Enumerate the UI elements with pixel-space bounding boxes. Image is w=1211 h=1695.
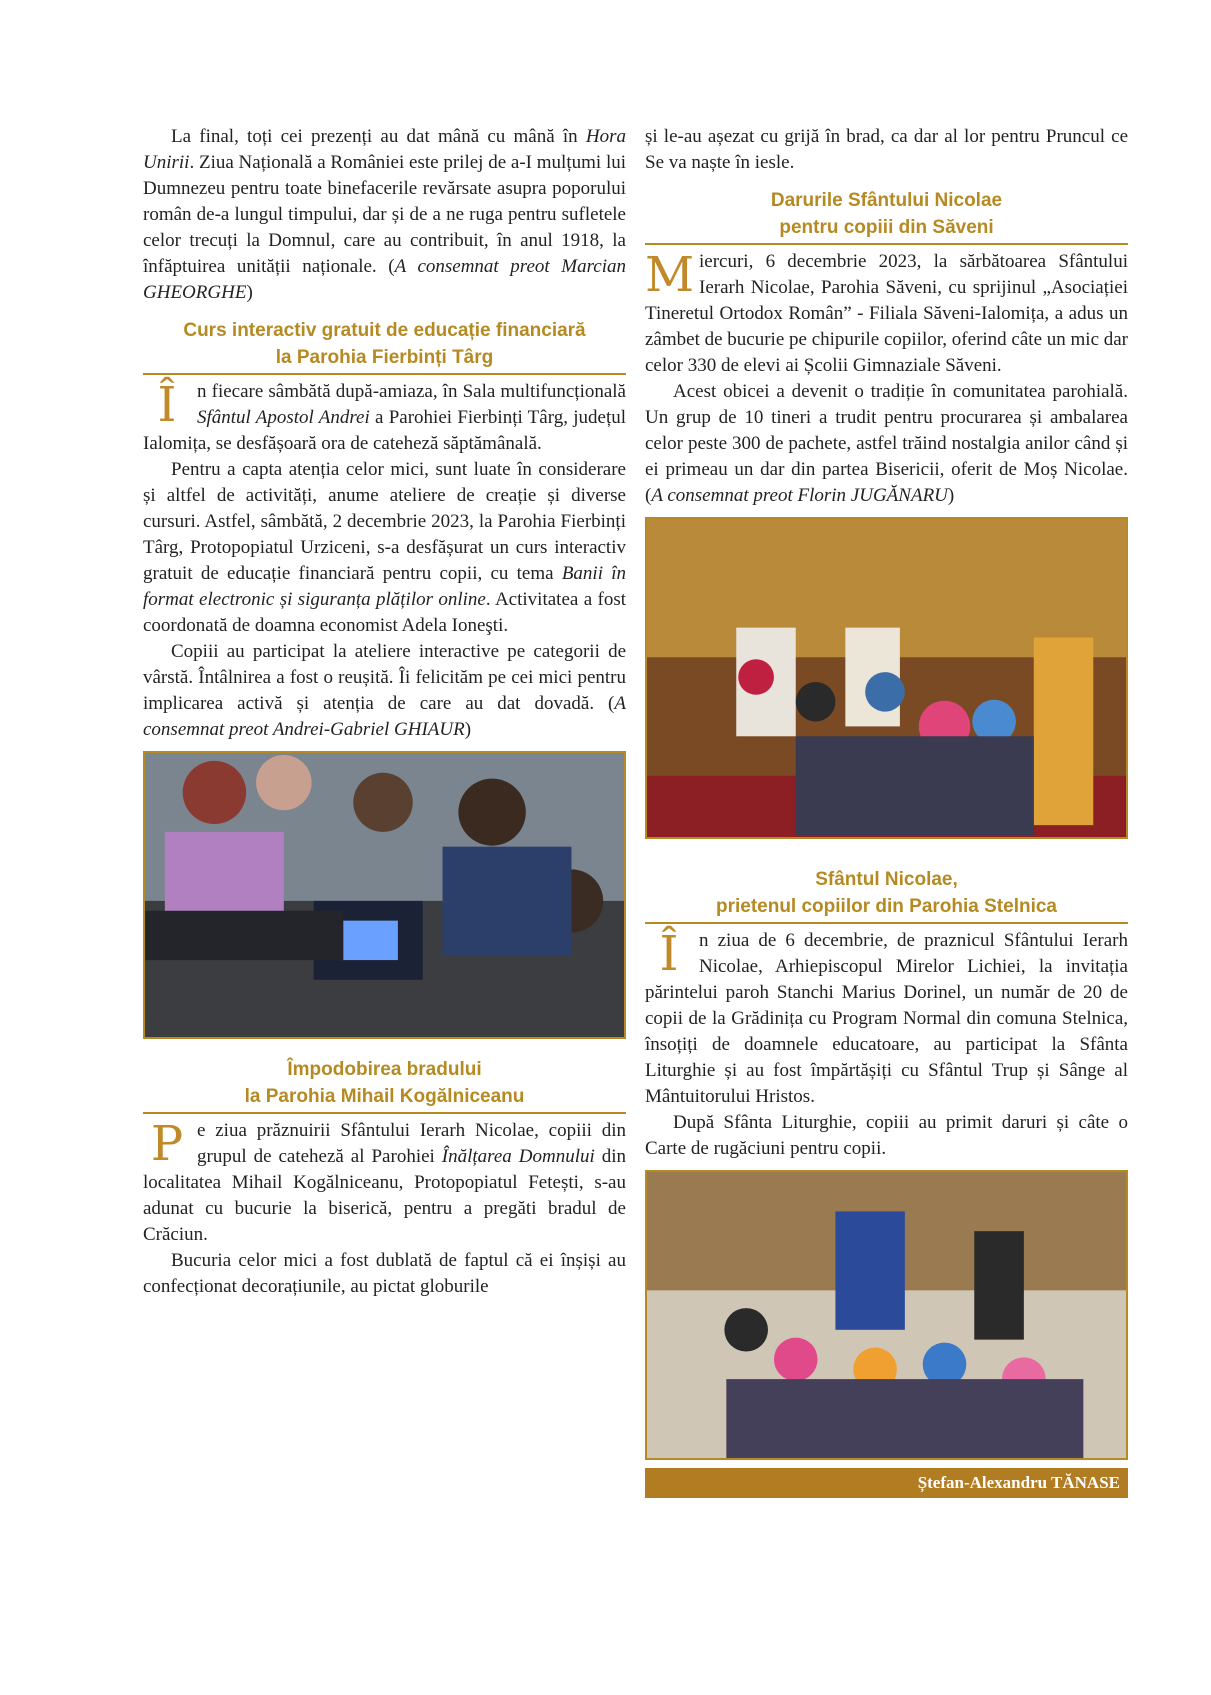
italic-run: A consemnat preot Florin JUGĂNARU xyxy=(651,485,948,506)
heading-line: Darurile Sfântului Nicolae xyxy=(770,190,1003,211)
heading-line: la Parohia Fierbinți Târg xyxy=(275,347,494,368)
heading-saveni xyxy=(645,182,1128,245)
text-run: După Sfânta Liturghie, copiii au primit daruri și câte o Carte de rugăciuni pentru copii. xyxy=(645,1112,1128,1159)
heading-line: Împodobirea bradului xyxy=(287,1059,482,1080)
heading-line: pentru copiii din Săveni xyxy=(779,217,994,238)
heading-line: Sfântul Nicolae, xyxy=(815,869,958,890)
italic-run: Hora Unirii xyxy=(143,126,626,173)
text-run: Bucuria celor mici a fost dublată de faptul că ei înșiși au confecționat decorațiunile, au pictat globurile xyxy=(143,1250,626,1297)
text-run: n fiecare sâmbătă după-amiaza, în Sala multifuncțională xyxy=(197,381,626,402)
section1-paragraph-2 xyxy=(143,457,626,639)
author-credit-bar: Ștefan-Alexandru TĂNASE xyxy=(645,1468,1128,1498)
section1-paragraph-3 xyxy=(143,639,626,743)
text-run: . Ziua Națională a României este prilej de a-I mulțumi lui Dumnezeu pentru toate binefacerile revărsate asupra poporului român de-a lungul timpului, dar și de a ne ruga pentru sufletele celor trecuți la Domnul, care au contribuit, în anul 1918, la înfăptuirea unității naționale. ( xyxy=(143,152,626,277)
text-run: și le-au așezat cu grijă în brad, ca dar al lor pentru Pruncul ce Se va naște în iesle. xyxy=(645,126,1128,173)
dropcap: M xyxy=(645,247,695,303)
section4-paragraph-1 xyxy=(645,928,1128,1110)
text-run: din localitatea Mihail Kogălniceanu, Protopopiatul Fetești, s-au adunat cu bucurie la biserică, pentru a pregăti bradul de Crăciun. xyxy=(143,1146,627,1245)
section1-paragraph-1 xyxy=(143,379,626,457)
text-run: iercuri, 6 decembrie 2023, la sărbătoarea Sfântului Ierarh Nicolae, Parohia Săveni, cu sprijinul „Asociației Tineretul Ortodox Român” - Filiala Săveni-Ialomița, a adus un zâmbet de bucurie pe chipurile copiilor, oferind câte un mic dar celor 330 de elevi ai Școlii Gimnaziale Săveni. xyxy=(645,251,1129,376)
text-run: ) xyxy=(464,719,472,740)
continuation-paragraph xyxy=(645,124,1128,176)
text-run: Acest obicei a devenit o tradiție în comunitatea parohială. Un grup de 10 tineri a trudit pentru procurarea și ambalarea celor peste 300 de pachete, astfel trăind nostalgia anilor când și ei primeau un dar din partea Bisericii, oferit de Moș Nicolae. ( xyxy=(645,381,1128,506)
text-run: n ziua de 6 decembrie, de praznicul Sfântului Ierarh Nicolae, Arhiepiscopul Mirelor Lichiei, la invitația părintelui paroh Stanchi Marius Dorinel, un număr de 20 de copii de la Grădinița cu Program Normal din comuna Stelnica, însoțiți de doamnele educatoare, au participat la Sfânta Liturghie și au fost împărtășiți cu Sfântul Trup și Sânge al Mântuitorului Hristos. xyxy=(645,930,1128,1107)
text-run: e ziua prăznuirii Sfântului Ierarh Nicolae, copiii din grupul de cateheză al Parohiei xyxy=(197,1120,626,1167)
heading-financial-course xyxy=(143,312,626,375)
left-column xyxy=(143,124,626,1300)
text-run: ) xyxy=(947,485,955,506)
text-run: a Parohiei Fierbinți Târg, județul Ialomița, se desfășoară ora de cateheză săptămânală. xyxy=(143,407,626,454)
section2-paragraph-2 xyxy=(143,1248,626,1300)
dropcap: Î xyxy=(659,926,679,982)
photo-financial-course xyxy=(143,751,626,1039)
text-run: ) xyxy=(246,282,253,303)
italic-run: Sfântul Apostol Andrei xyxy=(197,407,370,428)
italic-run: A consemnat preot Andrei-Gabriel GHIAUR xyxy=(143,693,626,740)
text-run: . Activitatea a fost coordonată de doamna economist Adela Ioneşti. xyxy=(143,589,627,636)
heading-christmas-tree xyxy=(143,1051,626,1114)
section3-paragraph-2 xyxy=(645,379,1128,509)
italic-run: A consemnat preot Marcian GHEORGHE xyxy=(143,256,626,303)
heading-line: Curs interactiv gratuit de educație financiară xyxy=(183,320,586,341)
text-run: Copiii au participat la ateliere interactive pe categorii de vârstă. Întâlnirea a fost o reușită. Îi felicităm pe cei mici pentru implicarea activă și atenția de care au dat dovadă. ( xyxy=(143,641,626,714)
text-run: Pentru a capta atenția celor mici, sunt luate în considerare și altfel de activități, anume ateliere de creație și diverse cursuri. Astfel, sâmbătă, 2 decembrie 2023, la Parohia Fierbinți Târg, Protopopiatul Urziceni, s-a desfășurat un curs interactiv gratuit de educație financiară pentru copii, cu tema xyxy=(143,459,626,584)
heading-line: prietenul copiilor din Parohia Stelnica xyxy=(715,896,1057,917)
section3-paragraph-1 xyxy=(645,249,1128,379)
dropcap: P xyxy=(150,1116,184,1172)
dropcap: Î xyxy=(157,377,177,433)
heading-stelnica xyxy=(645,861,1128,924)
italic-run: Înălțarea Domnului xyxy=(441,1146,595,1167)
right-column xyxy=(645,124,1128,1498)
section2-paragraph-1 xyxy=(143,1118,626,1248)
italic-run: Banii în format electronic și siguranța plăților online xyxy=(143,563,626,610)
heading-line: la Parohia Mihail Kogălniceanu xyxy=(244,1086,525,1107)
text-run: La final, toți cei prezenți au dat mână cu mână în xyxy=(171,126,586,147)
photo-stelnica xyxy=(645,1170,1128,1460)
section4-paragraph-2 xyxy=(645,1110,1128,1162)
intro-paragraph xyxy=(143,124,626,306)
photo-saveni xyxy=(645,517,1128,839)
